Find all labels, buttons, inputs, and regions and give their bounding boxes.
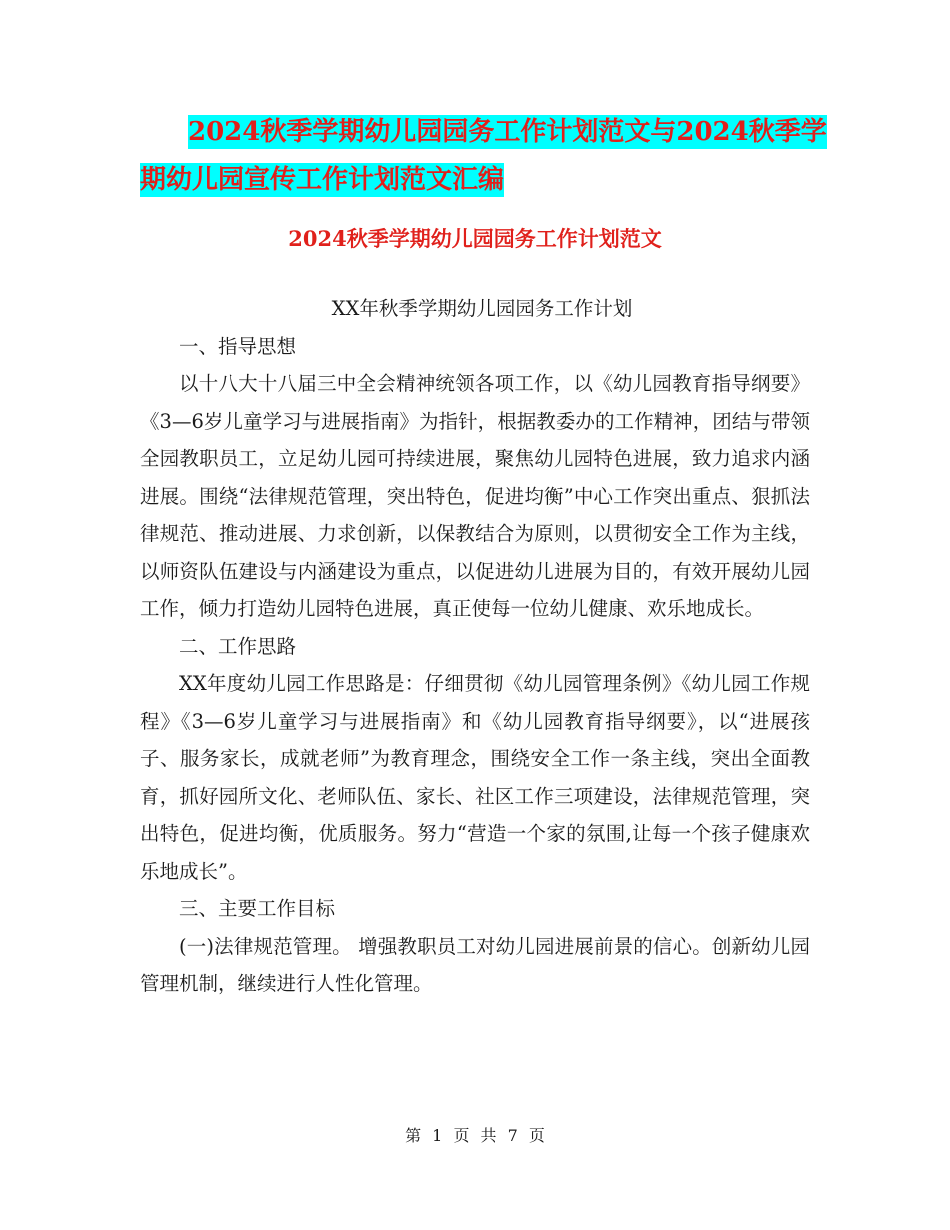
heading-guiding-ideology: 一、指导思想 bbox=[179, 334, 297, 358]
section-title: 2024秋季学期幼儿园园务工作计划范文 bbox=[288, 226, 662, 251]
paragraph-guiding-ideology: 以十八大十八届三中全会精神统领各项工作，以《幼儿园教育指导纲要》《3—6岁儿童学习与进展指南》为指针，根据教委办的工作精神，团结与带领全园教职员工，立足幼儿园可持续进展，聚焦幼儿园特色进展，致力追求内涵进展。围绕“法律规范管理，突出特色，促进均衡”中心工作突出重点、狠抓法律规范、推动进展、力求创新，以保教结合为原则，以贯彻安全工作为主线，以师资队伍建设与内涵建设为重点，以促进幼儿进展为目的，有效开展幼儿园工作，倾力打造幼儿园特色进展，真正使每一位幼儿健康、欢乐地成长。 bbox=[140, 372, 810, 620]
page-footer: 第 1 页 共 7 页 bbox=[405, 1126, 545, 1145]
paragraph-main-goals: (一)法律规范管理。 增强教职员工对幼儿园进展前景的信心。创新幼儿园管理机制，继续进行人性化管理。 bbox=[140, 934, 810, 995]
document-title-line2: 期幼儿园宣传工作计划范文汇编 bbox=[140, 165, 505, 195]
heading-work-approach: 二、工作思路 bbox=[179, 634, 297, 658]
document-title-line1: 2024秋季学期幼儿园园务工作计划范文与2024秋季学 bbox=[188, 117, 827, 147]
document-body bbox=[140, 290, 810, 1003]
heading-main-goals: 三、主要工作目标 bbox=[179, 897, 336, 920]
plan-subtitle: XX年秋季学期幼儿园园务工作计划 bbox=[331, 297, 633, 320]
document-title bbox=[140, 108, 830, 204]
paragraph-work-approach: XX年度幼儿园工作思路是：仔细贯彻《幼儿园管理条例》《幼儿园工作规程》《3—6岁儿童学习与进展指南》和《幼儿园教育指导纲要》，以“进展孩子、服务家长，成就老师”为教育理念，围绕安全工作一条主线，突出全面教育，抓好园所文化、老师队伍、家长、社区工作三项建设，法律规范管理，突出特色，促进均衡，优质服务。努力“营造一个家的氛围,让每一个孩子健康欢乐地成长”。 bbox=[140, 672, 810, 883]
